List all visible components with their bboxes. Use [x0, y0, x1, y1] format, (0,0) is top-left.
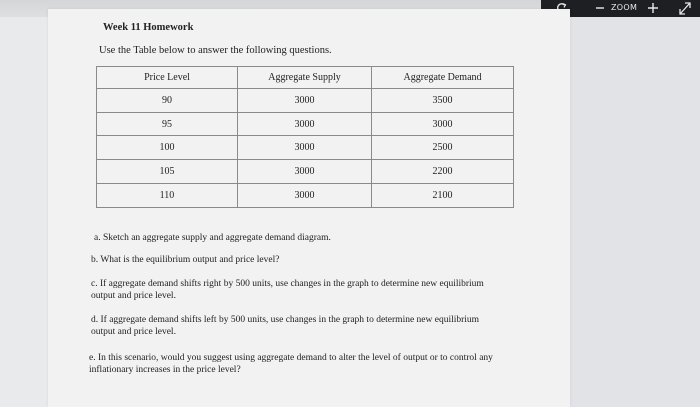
aggregate-demand-cell: 3500: [372, 88, 514, 112]
aggregate-supply-cell: 3000: [238, 160, 372, 184]
expand-icon[interactable]: [678, 0, 692, 17]
table-row: [97, 112, 514, 136]
plus-icon[interactable]: [647, 0, 659, 17]
aggregate-demand-cell: 2500: [372, 136, 514, 160]
header-price-level: Price Level: [97, 67, 238, 89]
side-panel: [570, 17, 700, 407]
aggregate-demand-cell: 3000: [372, 112, 514, 136]
table-row: [97, 184, 514, 208]
question-c: c. If aggregate demand shifts right by 500 units, use changes in the graph to determine new equilibrium output and price level.: [91, 279, 484, 301]
data-table: [96, 66, 514, 208]
price-level-cell: 90: [97, 88, 238, 112]
header-aggregate-demand: Aggregate Demand: [372, 67, 514, 89]
aggregate-demand-cell: 2200: [372, 160, 514, 184]
table-row: [97, 160, 514, 184]
aggregate-supply-cell: 3000: [238, 136, 372, 160]
price-level-cell: 100: [97, 136, 238, 160]
aggregate-supply-cell: 3000: [238, 88, 372, 112]
price-level-cell: 95: [97, 112, 238, 136]
question-a: a. Sketch an aggregate supply and aggregate demand diagram.: [94, 233, 331, 243]
aggregate-supply-cell: 3000: [238, 184, 372, 208]
table-row: [97, 88, 514, 112]
question-b: b. What is the equilibrium output and price level?: [91, 255, 280, 265]
question-d: d. If aggregate demand shifts left by 500 units, use changes in the graph to determine new equilibrium output and price level.: [91, 315, 480, 337]
zoom-label: ZOOM: [611, 3, 638, 12]
price-level-cell: 110: [97, 184, 238, 208]
question-e: e. In this scenario, would you suggest using aggregate demand to alter the level of output or to control any inflationary increases in the price level?: [89, 353, 493, 375]
price-level-cell: 105: [97, 160, 238, 184]
page-title: Week 11 Homework: [103, 22, 194, 33]
instructions: Use the Table below to answer the following questions.: [99, 45, 332, 56]
header-aggregate-supply: Aggregate Supply: [238, 67, 372, 89]
aggregate-demand-cell: 2100: [372, 184, 514, 208]
table-header-row: [97, 67, 514, 89]
table-row: [97, 136, 514, 160]
aggregate-supply-cell: 3000: [238, 112, 372, 136]
minus-icon[interactable]: [595, 0, 605, 17]
